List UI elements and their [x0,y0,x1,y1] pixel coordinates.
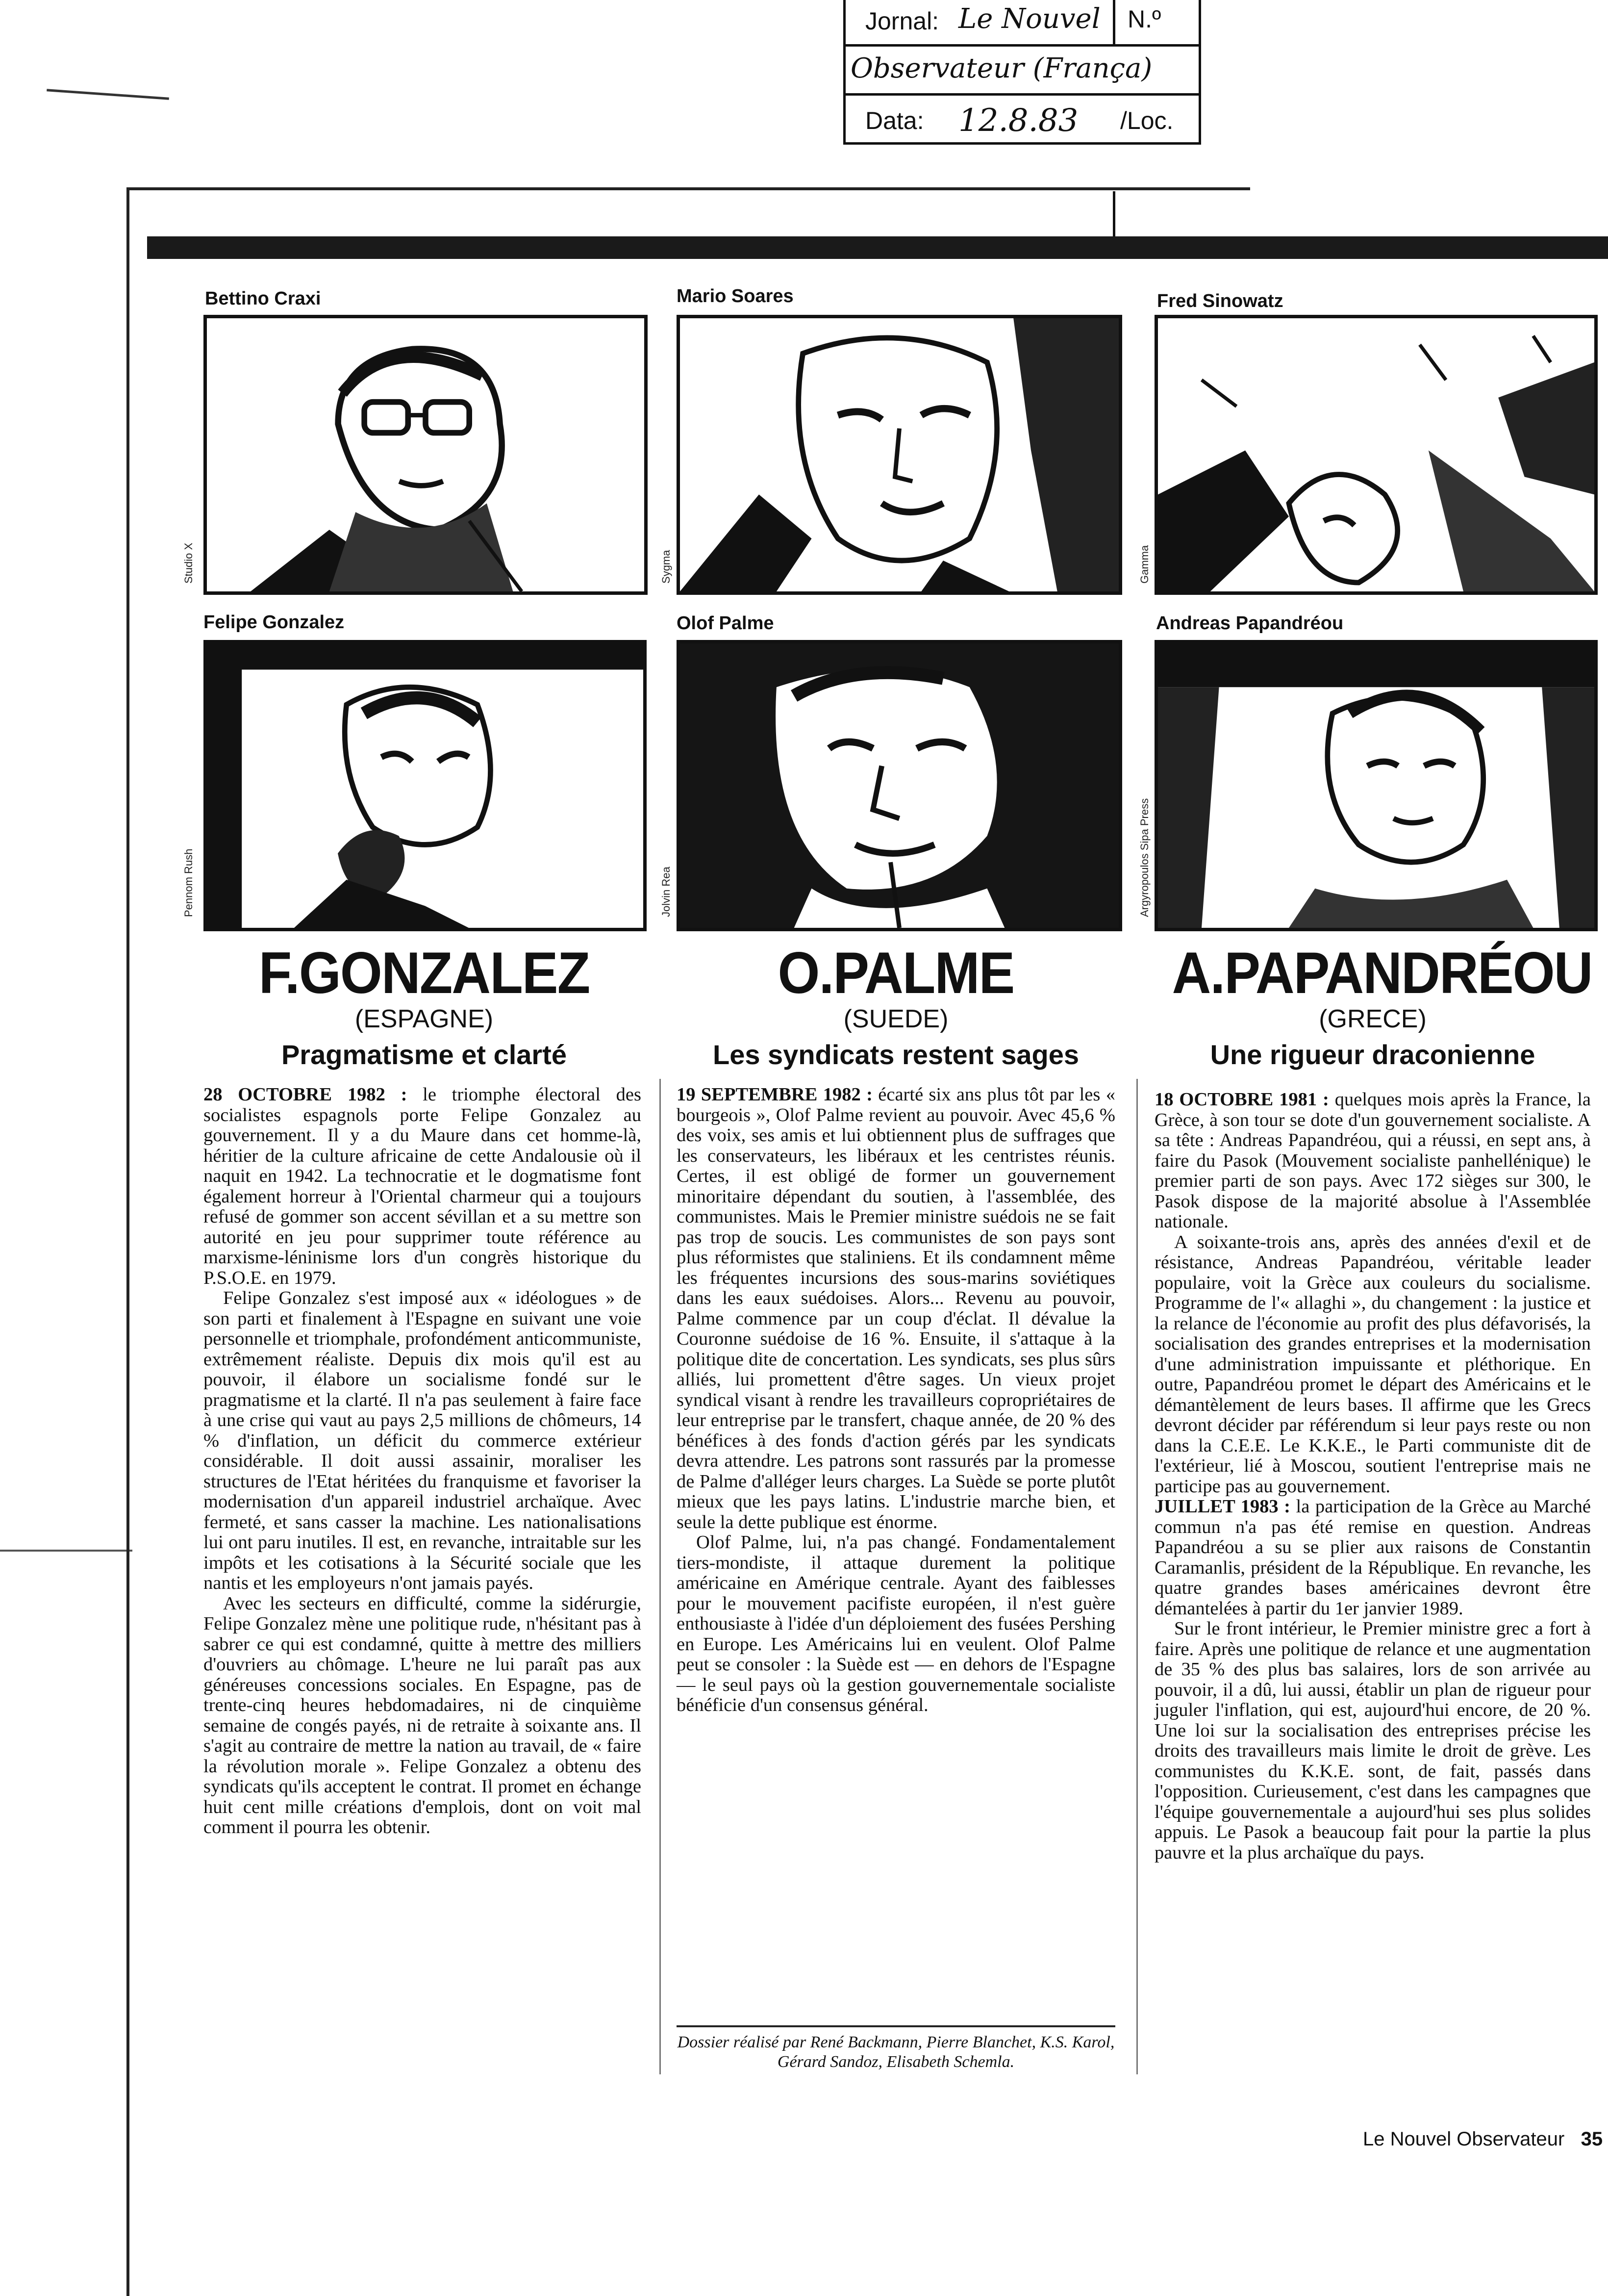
article-papandreou [1155,1090,1591,1863]
article-paragraph: 18 OCTOBRE 1981 : quelques mois après la France, la Grèce, à son tour se dote d'un gouvernement socialiste. A sa tête : Andreas Papandréou, qui a réussi, en sept ans, à faire du Pasok (Mouvement socialiste panhellénique) le premier parti de son pays. Avec 172 sièges sur 300, le Pasok dispose de la majorité absolue à l'Assemblée nationale. [1155,1089,1591,1232]
article-paragraph: 19 SEPTEMBRE 1982 : écarté six ans plus tôt par les « bourgeois », Olof Palme revient au pouvoir. Avec 45,6 % des voix, ses amis et lui obtiennent plus de suffrages que les conservateurs, les libéraux et les centristes réunis. Certes, il est obligé de former un gouvernement minoritaire dépendant du soutien, à l'assemblée, des communistes. Mais le Premier ministre suédois ne se fait pas trop de soucis. Les communistes de son pays sont plus réformistes que staliniens. Et ils condamnent même les fréquentes incursions des sous-marins soviétiques dans les eaux suédoises. Alors... Revenu au pouvoir, Palme commence par un coup d'éclat. Il dévalue la Couronne suédoise de 16 %. Ensuite, il s'attaque à la politique dite de concertation. Les syndicats, ses plus sûrs alliés, lui promettent d'être sages. Un vieux projet syndical visant à rendre les travailleurs copropriétaires de leur entreprise par le transfert, chaque année, de 20 % des bénéfices à des fonds d'action gérés par les syndicats devra attendre. Les patrons sont rassurés par la promesse de Palme d'alléger leurs charges. La Suède se porte plutôt mieux que les pays latins. L'industrie marche bien, et seule la dette publique est énorme. [677,1084,1115,1532]
photo-credit: Sygma [660,550,672,584]
article-paragraph: Felipe Gonzalez s'est imposé aux « idéologues » de son parti et finalement à l'Espagne en suivant une voie personnelle et triomphale, profondément anticommuniste, extrêmement réaliste. Depuis dix mois qu'il est au pouvoir, il élabore un socialisme fondé sur le pragmatisme et la clarté. Il n'a pas seulement à faire face à une crise qui vaut au pays 2,5 millions de chômeurs, 14 % d'inflation, un déficit du commerce extérieur considérable. Il doit aussi assainir, moraliser les structures de l'Etat héritées du franquisme et favoriser la modernisation d'un appareil industriel archaïque. Avec fermeté, et sans casser la machine. Les nationalisations lui ont paru inutiles. Il est, en revanche, intraitable sur les impôts et les cotisations à la Sécurité sociale que les nantis et les employeurs n'ont jamais payés. [203,1288,641,1593]
headline-name: O.PALME [778,940,1014,1006]
stamp-journal-value: Le Nouvel [958,3,1101,35]
stamp-row-source [846,47,1199,96]
stamp-date-value: 12.8.83 [958,102,1079,139]
scan-mark [0,1550,132,1552]
article-lead-date: JUILLET 1983 : [1155,1496,1290,1517]
article-paragraph: A soixante-trois ans, après des années d'exil et de résistance, Andreas Papandréou, véritable leader populaire, voit la Grèce aux couleurs du socialisme. Programme de l'« allaghi », du changement : la justice et la relance de l'économie au profit des plus défavorisés, la socialisation des grandes entreprises et la modernisation d'une administration impuissante et pléthorique. En outre, Papandréou promet le départ des Américains et le démantèlement de leurs bases. Il affirme que les Grecs devront décider par référendum si leur pays reste ou non dans la C.E.E. Le K.K.E., le Parti communiste dit de l'extérieur, lié à Moscou, soutient l'entreprise mais ne participe pas au gouvernement. [1155,1231,1591,1497]
stamp-row-journal [846,0,1199,47]
stamp-row-date [846,96,1199,142]
portrait-photo-craxi [203,315,648,595]
header-band [147,236,1608,259]
photo-credit: Argyropoulos Sipa Press [1138,798,1151,917]
article-paragraph: Avec les secteurs en difficulté, comme la sidérurgie, Felipe Gonzalez mène une politique rude, n'hésitant pas à sabrer ce qui est condamné, quitte à mettre des milliers d'ouvriers au chômage. L'heure ne lui paraît pas aux généreuses concessions sociales. En Espagne, pas de trente-cinq heures hebdomadaires, ni de cinquième semaine de congés payés, ni de retraite à soixante ans. Il s'agit au contraire de mettre la nation au travail, de « faire la révolution morale ». Felipe Gonzalez a obtenu des syndicats qu'ils acceptent le contrat. Il promet en échange huit cent mille créations d'emplois, dont on voit mal comment il pourra les obtenir. [203,1593,641,1837]
portrait-photo-soares [677,315,1122,595]
article-paragraph: 28 OCTOBRE 1982 : le triomphe électoral des socialistes espagnols porte Felipe Gonzalez au gouvernement. Il y a du Maure dans cet homme-là, héritier de la culture africaine de cette Andalousie où il naquit en 1942. La technocratie et le dogmatisme font également horreur à l'Oriental charmeur qui a toujours refusé de gommer son accent sévillan et a su mettre son autorité en jeu pour supprimer toute référence au marxisme-léninisme lors d'un congrès historique du P.S.O.E. en 1979. [203,1084,642,1288]
headline-name: F.GONZALEZ [258,940,590,1006]
headline-name: A.PAPANDRÉOU [1172,940,1592,1006]
portrait-photo-papandreou [1155,640,1598,931]
headline-country: (ESPAGNE) [354,1005,494,1033]
photo-credit: Pennom Rush [182,848,195,917]
portrait-photo-palme [677,640,1122,931]
stamp-loc-label: /Loc. [1120,107,1174,134]
page-frame-top [127,187,1250,190]
article-paragraph: JUILLET 1983 : la participation de la Grèce au Marché commun n'a pas été remise en question. Andreas Papandréou a su se plier aux raisons de Constantin Caramanlis, président de la République. En revanche, les quatre grandes bases américaines devront être démantelées à partir du 1er janvier 1989. [1155,1496,1591,1619]
headline-subtitle: Une rigueur draconienne [1210,1039,1535,1070]
dossier-credits: Dossier réalisé par René Backmann, Pierre Blanchet, K.S. Karol, Gérard Sandoz, Elisabeth Schemla. [677,2033,1115,2071]
photo-caption: Andreas Papandréou [1156,613,1344,634]
publication-name: Le Nouvel Observateur [1363,2128,1565,2150]
page-footer [1363,2128,1603,2150]
scan-mark [47,89,169,100]
portrait-photo-sinowatz [1155,315,1598,595]
stamp-date-label: Data: [865,107,924,134]
column-rule [659,1079,661,2074]
article-palme [677,1085,1115,1716]
article-lead-date: 19 SEPTEMBRE 1982 : [677,1084,873,1105]
stamp-number-label: N.º [1128,5,1161,33]
article-lead-date: 18 OCTOBRE 1981 : [1155,1089,1329,1110]
headline-country: (SUEDE) [843,1005,949,1033]
photo-credit: Studio X [182,542,195,584]
photo-credit: Jolvin Rea [660,867,672,917]
article-gonzalez [203,1085,641,1838]
column-rule [1136,1079,1138,2074]
portrait-photo-gonzalez [203,640,647,931]
photo-caption: Bettino Craxi [205,288,321,309]
headline-subtitle: Les syndicats restent sages [712,1039,1080,1070]
credits-rule [677,2025,1115,2027]
photo-credit: Gamma [1138,545,1151,584]
page-frame-left [126,187,129,2296]
stamp-journal-label: Jornal: [865,7,939,35]
photo-caption: Olof Palme [677,613,774,634]
archive-stamp [843,0,1201,145]
photo-caption: Fred Sinowatz [1157,291,1283,311]
photo-caption: Felipe Gonzalez [203,612,345,633]
photo-caption: Mario Soares [677,286,794,306]
page-number: 35 [1581,2128,1603,2150]
article-lead-date: 28 OCTOBRE 1982 : [203,1084,407,1105]
article-paragraph: Sur le front intérieur, le Premier ministre grec a fort à faire. Après une politique de relance et une augmentation de 35 % des plus bas salaires, lors de son arrivée au pouvoir, il a dû, lui aussi, établir un plan de rigueur pour juguler l'inflation, qui est, aujourd'hui encore, de 20 %. Une loi sur la socialisation des entreprises précise les droits des travailleurs mais limite le droit de grève. Les communistes du K.K.E. sont, de fait, passés dans l'opposition. Curieusement, c'est dans les campagnes que l'équipe gouvernementale a aujourd'hui ses plus solides appuis. Le Pasok a beaucoup fait pour la partie la plus pauvre et la plus archaïque du pays. [1155,1618,1591,1863]
article-paragraph: Olof Palme, lui, n'a pas changé. Fondamentalement tiers-mondiste, il attaque durement la politique américaine en Amérique centrale. Ayant des faiblesses pour le mouvement pacifiste européen, il n'est guère enthousiaste à l'idée d'un déploiement des fusées Pershing en Europe. Les Américains lui en veulent. Olof Palme peut se consoler : la Suède est — en dehors de l'Espagne — le seul pays où la gestion gouvernementale socialiste bénéficie d'un consensus général. [677,1532,1115,1715]
stamp-source: Observateur (França) [851,52,1153,84]
headline-subtitle: Pragmatisme et clarté [281,1039,567,1070]
headline-country: (GRECE) [1319,1005,1427,1033]
